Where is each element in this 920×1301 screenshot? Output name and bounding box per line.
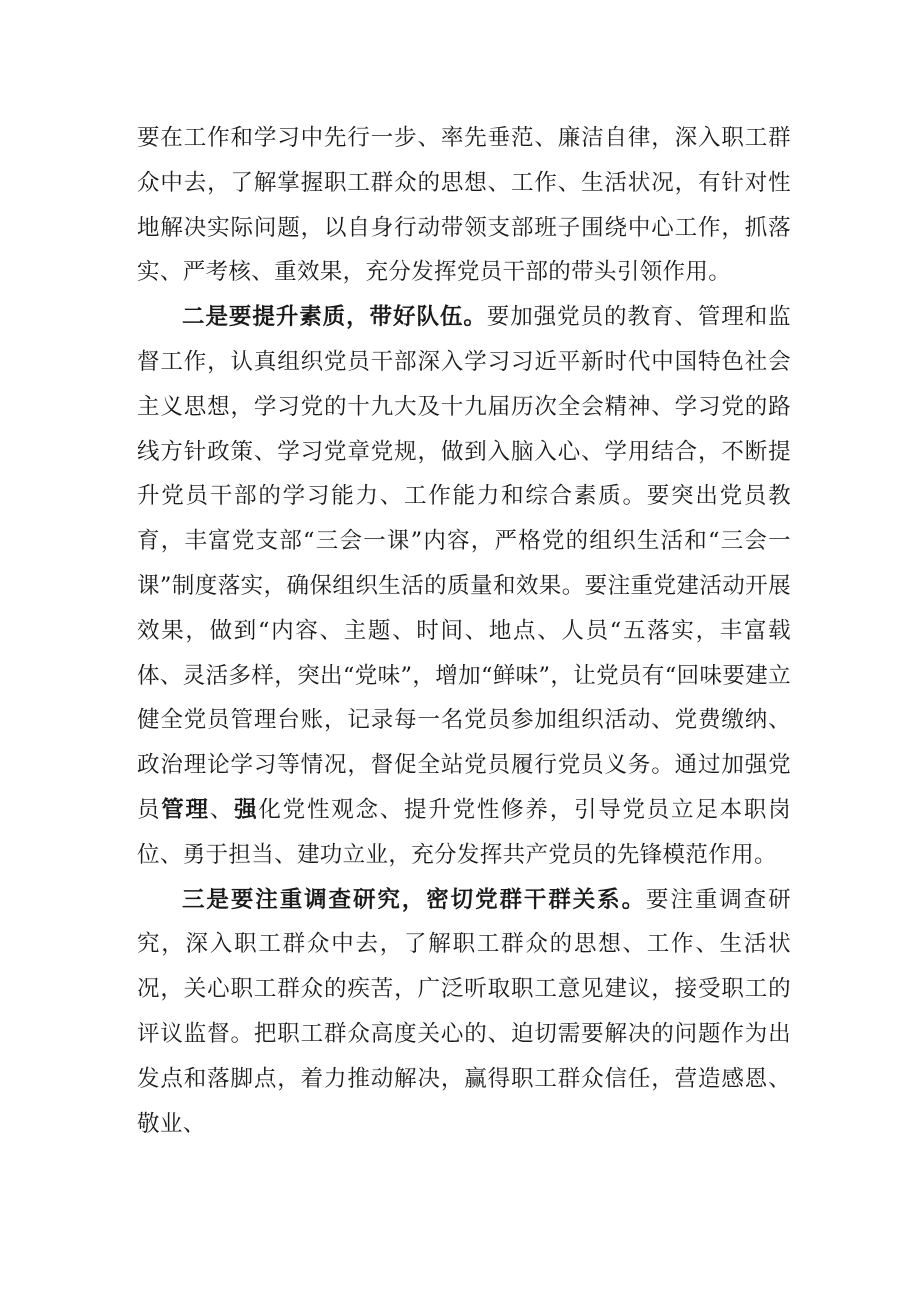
paragraph-3-text: 要注重调查研究，深入职工群众中去，了解职工群众的思想、工作、生活状况，关心职工群众的疾苦，广泛听取职工意见建议，接受职工的评议监督。把职工群众高度关心的、迫切需要解决的问题作为出发点和落脚点，着力推动解决，赢得职工群众信任，营造感恩、敬业、 <box>137 886 791 1137</box>
paragraph-1-text: 要在工作和学习中先行一步、率先垂范、廉洁自律，深入职工群众中去，了解掌握职工群众的思想、工作、生活状况，有针对性地解决实际问题，以自身行动带领支部班子围绕中心工作，抓落实、严考核、重效果，充分发挥党员干部的带头引领作用。 <box>137 125 791 286</box>
paragraph-2-text-a: 要加强党员的教育、管理和监督工作，认真组织党员干部深入学习习近平新时代中国特色社会主义思想，学习党的十九大及十九届历次全会精神、学习党的路线方针政策、学习党章党规，做到入脑入心、学用结合，不断提升党员干部的学习能力、工作能力和综合素质。要突出党员教育，丰富党支部“三会一课”内容，严格党的组织生活和“三会一课”制度落实，确保组织生活的质量和效果。要注重党建活动开展效果，做到“内容、主题、时间、地点、人员“五落实，丰富载体、灵活多样，突出“党味”，增加“鲜味”，让党员有“回味要建立健全党员管理台账，记录每一名党员参加组织活动、党费缴纳、政治理论学习等情况，督促全站党员履行党员义务。通过加强党员 <box>137 304 791 823</box>
paragraph-2-bold-b: 管理 <box>161 796 210 823</box>
paragraph-2-heading: 二是要提升素质，带好队伍。 <box>182 304 487 331</box>
document-body <box>137 116 791 1146</box>
paragraph-1 <box>137 116 791 295</box>
paragraph-2-bold-c: 强 <box>234 796 259 823</box>
paragraph-2 <box>137 295 791 877</box>
paragraph-2-text-b: 、 <box>209 796 235 823</box>
paragraph-3 <box>137 878 791 1147</box>
paragraph-3-heading: 三是要注重调查研究，密切党群干群关系。 <box>182 886 647 913</box>
paragraph-2-text-c: 化党性观念、提升党性修养，引导党员立足本职岗位、勇于担当、建功立业，充分发挥共产党员的先锋模范作用。 <box>137 796 792 868</box>
